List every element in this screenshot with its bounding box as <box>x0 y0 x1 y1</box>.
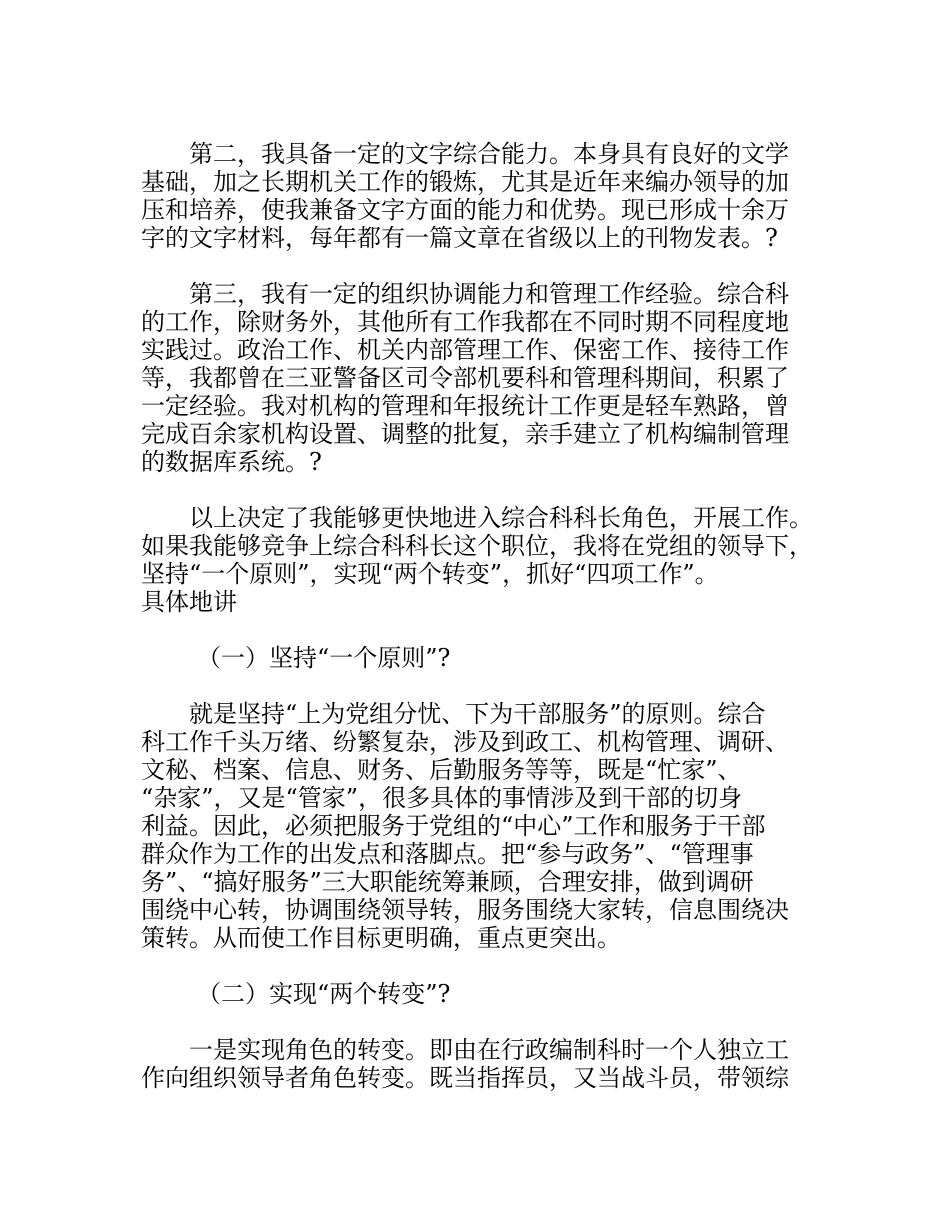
paragraph-summary: 以上决定了我能够更快地进入综合科科长角色，开展工作。 如果我能够竞争上综合科科长这个职位，我将在党组的领导下， 坚持“一个原则”，实现“两个转变”，抓好“四项工作”。 具体地讲 <box>141 504 813 616</box>
document-body <box>141 140 821 1120</box>
section-heading-two-changes: （二）实现“两个转变”? <box>197 980 451 1008</box>
paragraph-third-ability: 第三，我有一定的组织协调能力和管理工作经验。综合科 的工作，除财务外，其他所有工作我都在不同时期不同程度地 实践过。政治工作、机关内部管理工作、保密工作、接待工作 等，我都曾在三亚警备区司令部机要科和管理科期间，积累了 一定经验。我对机构的管理和年报统计工作更是轻车熟路，曾 完成百余家机构设置、调整的批复，亲手建立了机构编制管理 的数据库系统。? <box>141 280 789 476</box>
paragraph-second-ability: 第二，我具备一定的文字综合能力。本身具有良好的文学 基础，加之长期机关工作的锻炼，尤其是近年来编办领导的加 压和培养，使我兼备文字方面的能力和优势。现已形成十余万 字的文字材料，每年都有一篇文章在省级以上的刊物发表。? <box>141 140 789 252</box>
paragraph-role-change: 一是实现角色的转变。即由在行政编制科时一个人独立工 作向组织领导者角色转变。既当指挥员，又当战斗员，带领综 <box>141 1036 789 1092</box>
section-heading-one-principle: （一）坚持“一个原则”? <box>197 644 451 672</box>
paragraph-one-principle: 就是坚持“上为党组分忧、下为干部服务”的原则。综合 科工作千头万绪、纷繁复杂，涉及到政工、机构管理、调研、 文秘、档案、信息、财务、后勤服务等等，既是“忙家”、 “杂家”，又是“管家”，很多具体的事情涉及到干部的切身 利益。因此，必须把服务于党组的“中心”工作和服务于干部 群众作为工作的出发点和落脚点。把“参与政务”、“管理事 务”、“搞好服务”三大职能统筹兼顾，合理安排，做到调研 围绕中心转，协调围绕领导转，服务围绕大家转，信息围绕决 策转。从而使工作目标更明确，重点更突出。 <box>141 700 789 952</box>
